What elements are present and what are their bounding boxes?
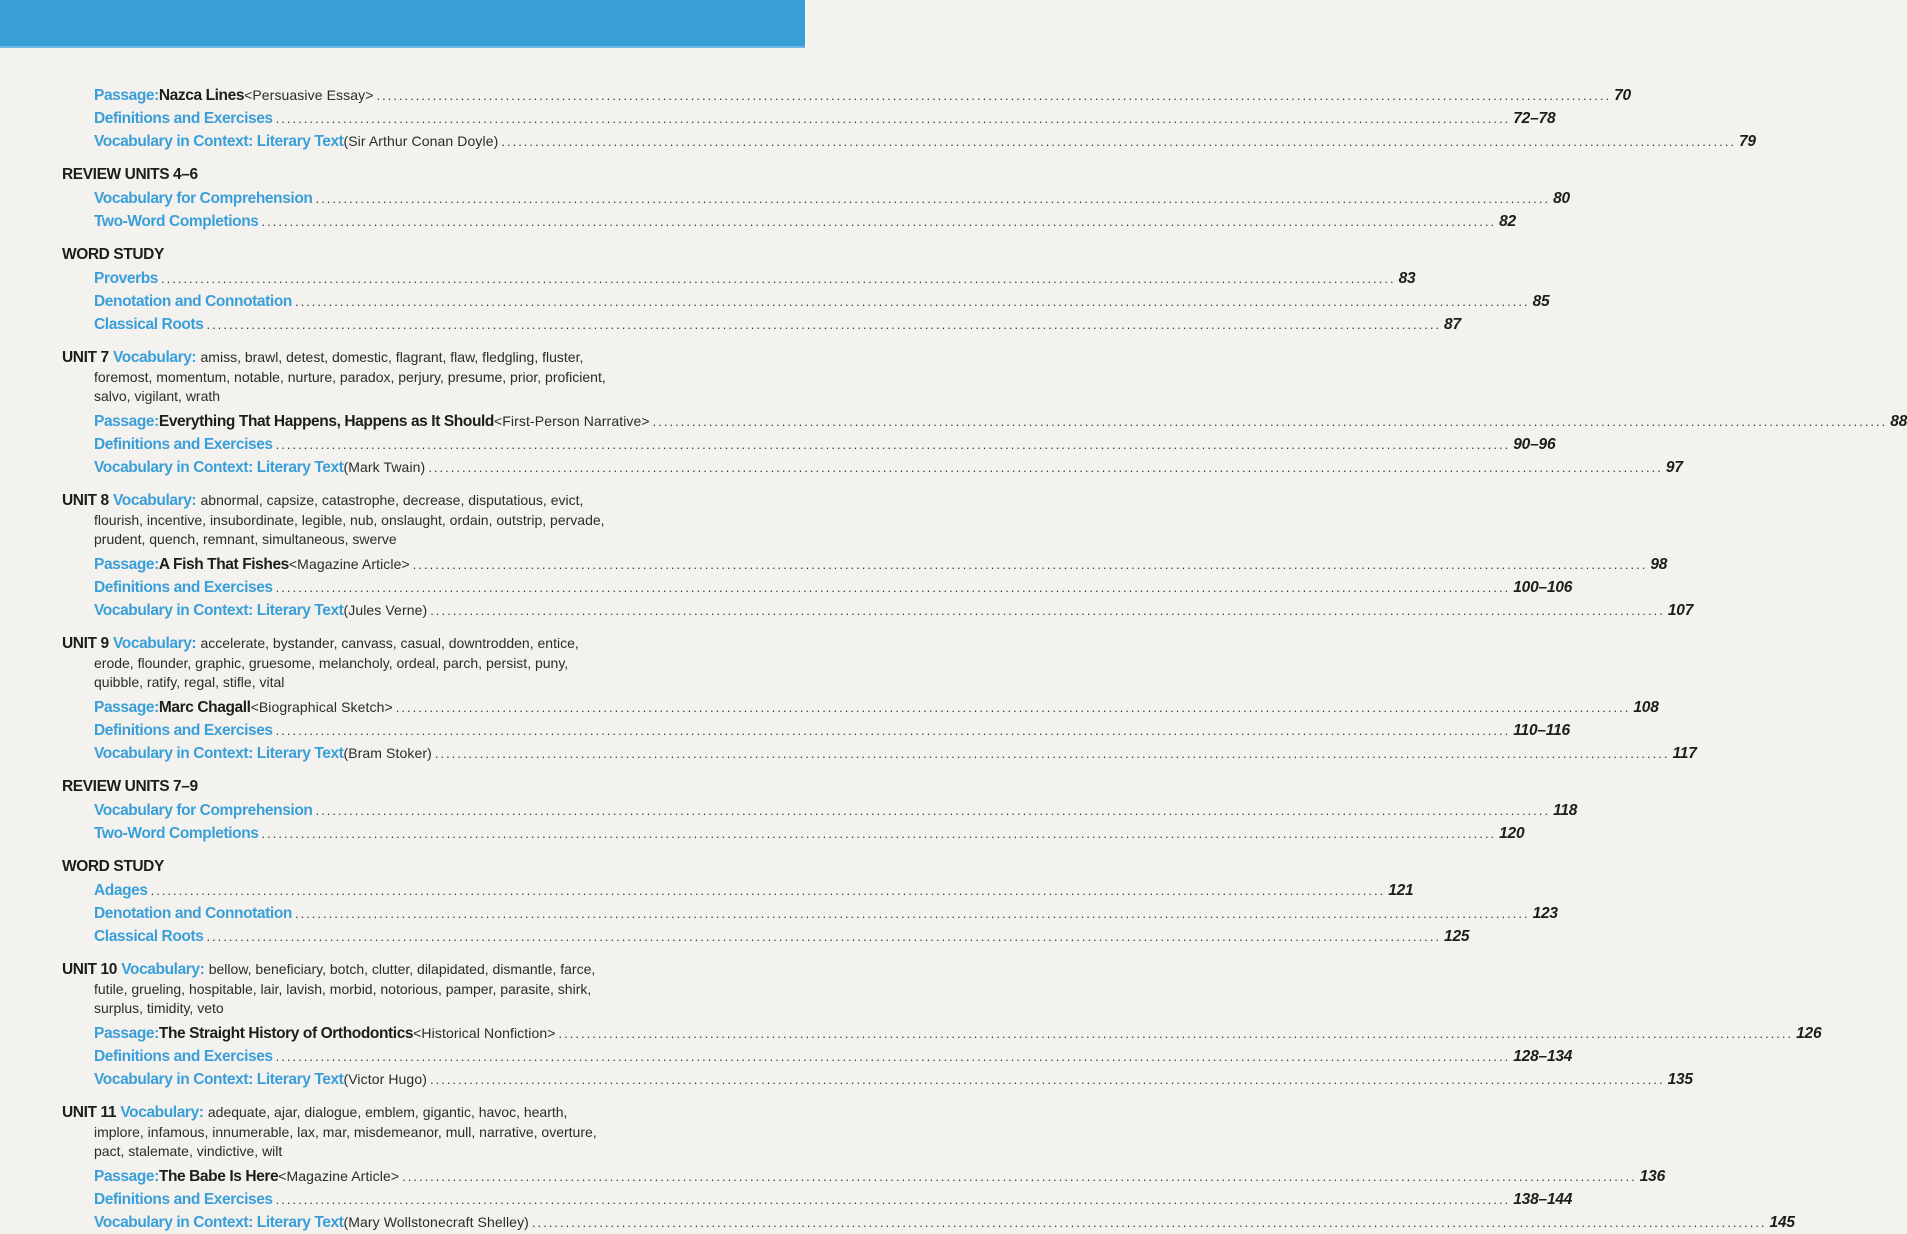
unit-name: UNIT 7 xyxy=(62,349,109,366)
word-list-first: amiss, brawl, detest, domestic, flagrant, flaw, fledgling, fluster, xyxy=(200,349,584,365)
toc-entry[interactable] xyxy=(62,879,1414,902)
dot-leader: ............................................................................................................................................................................................................................ xyxy=(275,1049,1511,1064)
page-number: 97 xyxy=(1665,459,1683,476)
entry-title: The Babe Is Here xyxy=(158,1168,279,1185)
word-list-first: adequate, ajar, dialogue, emblem, gigantic, havoc, hearth, xyxy=(207,1104,568,1120)
section-heading: WORD STUDY xyxy=(62,246,164,263)
word-list xyxy=(62,980,742,1018)
toc-entry[interactable] xyxy=(62,696,1659,719)
dot-leader: ............................................................................................................................................................................................................................ xyxy=(376,88,1612,103)
entry-label: Vocabulary in Context: Literary Text xyxy=(94,745,344,762)
dot-leader: ............................................................................................................................................................................................................................ xyxy=(294,294,1530,309)
toc-entry[interactable] xyxy=(62,719,1570,742)
entry-meta: (Mary Wollstonecraft Shelley) xyxy=(343,1214,529,1230)
toc-entry[interactable] xyxy=(62,456,1683,479)
section-heading: REVIEW UNITS 7–9 xyxy=(62,778,198,795)
toc-entry[interactable] xyxy=(62,822,1525,845)
word-list xyxy=(62,511,742,549)
toc-entry[interactable] xyxy=(62,187,1570,210)
entry-meta: (Bram Stoker) xyxy=(343,745,432,761)
entry-meta: (Victor Hugo) xyxy=(343,1071,427,1087)
entry-meta: (Sir Arthur Conan Doyle) xyxy=(343,133,499,149)
word-list-first: bellow, beneficiary, botch, clutter, dilapidated, dismantle, farce, xyxy=(208,961,596,977)
unit-name: UNIT 9 xyxy=(62,635,109,652)
entry-label: Vocabulary in Context: Literary Text xyxy=(94,459,344,476)
entry-meta: <First-Person Narrative> xyxy=(494,413,650,429)
toc-entry[interactable] xyxy=(62,925,1470,948)
toc-section xyxy=(62,490,1694,622)
page-number: 145 xyxy=(1769,1214,1795,1231)
toc-entry[interactable] xyxy=(62,599,1694,622)
page-number: 135 xyxy=(1667,1071,1693,1088)
dot-leader: ............................................................................................................................................................................................................................ xyxy=(428,460,1663,475)
entry-label: Passage: xyxy=(94,699,159,716)
entry-title: Everything That Happens, Happens as It Should xyxy=(158,413,494,430)
table-of-contents-page xyxy=(0,48,1907,1231)
entry-label: Definitions and Exercises xyxy=(94,579,273,596)
entry-meta: <Historical Nonfiction> xyxy=(413,1025,556,1041)
toc-entry[interactable] xyxy=(62,84,1631,107)
entry-label: Vocabulary for Comprehension xyxy=(94,190,313,207)
word-list-line: futile, grueling, hospitable, lair, lavish, morbid, notorious, pamper, parasite, shirk, xyxy=(94,981,592,997)
toc-entry[interactable] xyxy=(62,107,1556,130)
toc-entry[interactable] xyxy=(62,1022,1822,1045)
dot-leader: ............................................................................................................................................................................................................................ xyxy=(206,929,1442,944)
dot-leader: ............................................................................................................................................................................................................................ xyxy=(429,1072,1665,1087)
entry-title: The Straight History of Orthodontics xyxy=(158,1025,414,1042)
dot-leader: ............................................................................................................................................................................................................................ xyxy=(402,1169,1637,1184)
vocabulary-label: Vocabulary: xyxy=(113,635,197,652)
page-number: 107 xyxy=(1667,602,1694,619)
entry-label: Vocabulary in Context: Literary Text xyxy=(94,602,344,619)
vocabulary-label: Vocabulary: xyxy=(121,961,205,978)
page-number: 125 xyxy=(1444,928,1470,945)
toc-section xyxy=(62,347,1907,479)
dot-leader: ............................................................................................................................................................................................................................ xyxy=(275,723,1511,738)
page-number: 100–106 xyxy=(1513,579,1573,596)
entry-label: Adages xyxy=(94,882,148,899)
dot-leader: ............................................................................................................................................................................................................................ xyxy=(275,111,1511,126)
page-number: 121 xyxy=(1388,882,1414,899)
page-number: 123 xyxy=(1532,905,1558,922)
entry-meta: <Magazine Article> xyxy=(278,1168,400,1184)
dot-leader: ............................................................................................................................................................................................................................ xyxy=(531,1215,1767,1230)
page-number: 72–78 xyxy=(1513,110,1556,127)
unit-name: UNIT 11 xyxy=(62,1104,117,1121)
toc-section xyxy=(62,84,1756,153)
entry-label: Passage: xyxy=(94,413,159,430)
entry-label: Denotation and Connotation xyxy=(94,905,292,922)
page-number: 136 xyxy=(1639,1168,1665,1185)
entry-label: Vocabulary for Comprehension xyxy=(94,802,313,819)
entry-label: Classical Roots xyxy=(94,316,204,333)
dot-leader: ............................................................................................................................................................................................................................ xyxy=(501,134,1736,149)
page-number: 98 xyxy=(1650,556,1668,573)
word-list-line: pact, stalemate, vindictive, wilt xyxy=(94,1143,283,1159)
page-number: 83 xyxy=(1398,270,1416,287)
vocabulary-label: Vocabulary: xyxy=(113,492,197,509)
word-list-line: erode, flounder, graphic, gruesome, melancholy, ordeal, parch, persist, puny, xyxy=(94,655,569,671)
word-list-line: implore, infamous, innumerable, lax, mar, misdemeanor, mull, narrative, overture, xyxy=(94,1124,597,1140)
toc-entry[interactable] xyxy=(62,1211,1795,1234)
page-number: 117 xyxy=(1672,745,1697,762)
entry-label: Vocabulary in Context: Literary Text xyxy=(94,133,344,150)
dot-leader: ............................................................................................................................................................................................................................ xyxy=(430,603,1665,618)
unit-header xyxy=(62,490,742,511)
toc-entry[interactable] xyxy=(62,130,1756,153)
vocabulary-label: Vocabulary: xyxy=(120,1104,204,1121)
toc-section xyxy=(62,242,1550,336)
top-color-band xyxy=(0,0,805,48)
toc-entry[interactable] xyxy=(62,742,1697,765)
entry-meta: <Biographical Sketch> xyxy=(250,699,393,715)
entry-title: Nazca Lines xyxy=(158,87,245,104)
toc-entry[interactable] xyxy=(62,1068,1693,1091)
page-number: 126 xyxy=(1796,1025,1822,1042)
dot-leader: ............................................................................................................................................................................................................................ xyxy=(206,317,1442,332)
toc-entry[interactable] xyxy=(62,313,1461,336)
toc-entry[interactable] xyxy=(62,290,1550,313)
entry-label: Passage: xyxy=(94,87,159,104)
page-number: 70 xyxy=(1614,87,1631,104)
page-number: 138–144 xyxy=(1513,1191,1573,1208)
entry-label: Classical Roots xyxy=(94,928,204,945)
word-list xyxy=(62,1123,742,1161)
dot-leader: ............................................................................................................................................................................................................................ xyxy=(275,580,1511,595)
page-number: 88 xyxy=(1890,413,1907,430)
entry-label: Vocabulary in Context: Literary Text xyxy=(94,1071,344,1088)
dot-leader: ............................................................................................................................................................................................................................ xyxy=(294,906,1530,921)
entry-label: Definitions and Exercises xyxy=(94,1048,273,1065)
dot-leader: ............................................................................................................................................................................................................................ xyxy=(434,746,1670,761)
word-list xyxy=(62,654,742,692)
dot-leader: ............................................................................................................................................................................................................................ xyxy=(150,883,1386,898)
entry-meta: <Magazine Article> xyxy=(288,556,410,572)
toc-entry[interactable] xyxy=(62,1188,1573,1211)
vocabulary-label: Vocabulary: xyxy=(113,349,197,366)
page-number: 108 xyxy=(1633,699,1659,716)
dot-leader: ............................................................................................................................................................................................................................ xyxy=(275,1192,1511,1207)
dot-leader: ............................................................................................................................................................................................................................ xyxy=(315,191,1551,206)
toc-section xyxy=(62,162,1570,233)
dot-leader: ............................................................................................................................................................................................................................ xyxy=(412,557,1648,572)
entry-label: Denotation and Connotation xyxy=(94,293,292,310)
dot-leader: ............................................................................................................................................................................................................................ xyxy=(261,826,1497,841)
page-number: 128–134 xyxy=(1513,1048,1573,1065)
word-list-line: prudent, quench, remnant, simultaneous, swerve xyxy=(94,531,397,547)
entry-title: Marc Chagall xyxy=(158,699,251,716)
dot-leader: ............................................................................................................................................................................................................................ xyxy=(275,437,1511,452)
page-number: 80 xyxy=(1553,190,1570,207)
entry-meta: (Jules Verne) xyxy=(343,602,428,618)
entry-label: Definitions and Exercises xyxy=(94,722,273,739)
page-number: 87 xyxy=(1444,316,1461,333)
toc-entry[interactable] xyxy=(62,902,1558,925)
section-heading: WORD STUDY xyxy=(62,858,164,875)
toc-entry[interactable] xyxy=(62,267,1416,290)
word-list-first: abnormal, capsize, catastrophe, decrease, disputatious, evict, xyxy=(200,492,584,508)
toc-section xyxy=(62,633,1697,765)
page-number: 110–116 xyxy=(1513,722,1570,739)
unit-header xyxy=(62,633,742,654)
unit-header xyxy=(62,959,742,980)
toc-entry[interactable] xyxy=(62,553,1668,576)
word-list-line: salvo, vigilant, wrath xyxy=(94,388,221,404)
entry-label: Passage: xyxy=(94,1168,159,1185)
toc-section xyxy=(62,774,1578,845)
entry-label: Vocabulary in Context: Literary Text xyxy=(94,1214,344,1231)
page-number: 120 xyxy=(1499,825,1525,842)
toc-entry[interactable] xyxy=(62,1165,1665,1188)
toc-entry[interactable] xyxy=(62,1045,1573,1068)
unit-name: UNIT 10 xyxy=(62,961,117,978)
unit-name: UNIT 8 xyxy=(62,492,109,509)
toc-section xyxy=(62,854,1558,948)
word-list-line: flourish, incentive, insubordinate, legible, nub, onslaught, ordain, outstrip, pervade, xyxy=(94,512,605,528)
unit-header xyxy=(62,347,742,368)
section-heading: REVIEW UNITS 4–6 xyxy=(62,166,198,183)
toc-entry[interactable] xyxy=(62,410,1907,433)
word-list-line: surplus, timidity, veto xyxy=(94,1000,224,1016)
entry-meta: (Mark Twain) xyxy=(343,459,426,475)
word-list-line: foremost, momentum, notable, nurture, paradox, perjury, presume, prior, proficient, xyxy=(94,369,606,385)
entry-label: Definitions and Exercises xyxy=(94,1191,273,1208)
dot-leader: ............................................................................................................................................................................................................................ xyxy=(558,1026,1794,1041)
page-number: 90–96 xyxy=(1513,436,1556,453)
dot-leader: ............................................................................................................................................................................................................................ xyxy=(315,803,1551,818)
dot-leader: ............................................................................................................................................................................................................................ xyxy=(161,271,1396,286)
entry-meta: <Persuasive Essay> xyxy=(244,87,374,103)
toc-section xyxy=(62,1102,1795,1234)
page-number: 82 xyxy=(1499,213,1516,230)
entry-label: Passage: xyxy=(94,556,159,573)
entry-label: Proverbs xyxy=(94,270,158,287)
toc-entry[interactable] xyxy=(62,433,1556,456)
dot-leader: ............................................................................................................................................................................................................................ xyxy=(395,700,1631,715)
word-list-line: quibble, ratify, regal, stifle, vital xyxy=(94,674,285,690)
toc-entry[interactable] xyxy=(62,799,1578,822)
word-list xyxy=(62,368,742,406)
toc-entry[interactable] xyxy=(62,210,1516,233)
dot-leader: ............................................................................................................................................................................................................................ xyxy=(261,214,1497,229)
entry-label: Definitions and Exercises xyxy=(94,110,273,127)
unit-header xyxy=(62,1102,742,1123)
page-number: 79 xyxy=(1738,133,1756,150)
word-list-first: accelerate, bystander, canvass, casual, downtrodden, entice, xyxy=(200,635,579,651)
entry-label: Two-Word Completions xyxy=(94,825,259,842)
dot-leader: ............................................................................................................................................................................................................................ xyxy=(652,414,1888,429)
toc-section xyxy=(62,959,1822,1091)
entry-title: A Fish That Fishes xyxy=(158,556,289,573)
entry-label: Two-Word Completions xyxy=(94,213,259,230)
page-number: 85 xyxy=(1532,293,1550,310)
entry-label: Definitions and Exercises xyxy=(94,436,273,453)
toc-list xyxy=(62,84,1907,1234)
toc-entry[interactable] xyxy=(62,576,1573,599)
entry-label: Passage: xyxy=(94,1025,159,1042)
page-number: 118 xyxy=(1553,802,1578,819)
